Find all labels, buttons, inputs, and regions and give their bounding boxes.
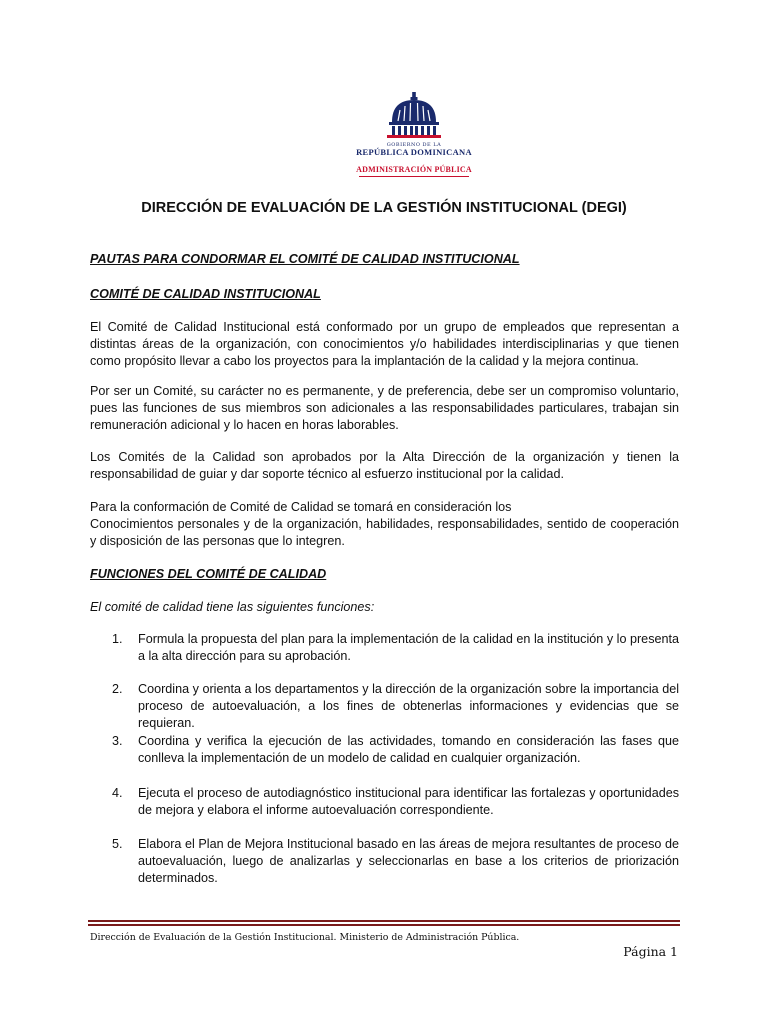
paragraph-3: Los Comités de la Calidad son aprobados por la Alta Dirección de la organización y tienen la responsabilidad de guiar y dar soporte técnico al esfuerzo institucional por la calidad. [90, 450, 679, 481]
logo-small-text: GOBIERNO DE LA [386, 142, 442, 148]
logo-subtitle: ADMINISTRACIÓN PÚBLICA [356, 165, 472, 174]
footer-text: Dirección de Evaluación de la Gestión Institucional. Ministerio de Administración Pública. [90, 932, 520, 943]
list-item-text: Elabora el Plan de Mejora Institucional basado en las áreas de mejora resultantes de proceso de autoevaluación, luego de analizarlas y seleccionarlas en base a los criterios de priorización determinados. [138, 837, 679, 885]
list-item-text: Formula la propuesta del plan para la implementación de la calidad en la institución y lo presenta a la alta dirección para su aprobación. [138, 632, 679, 663]
heading-funciones: FUNCIONES DEL COMITÉ DE CALIDAD [90, 567, 327, 581]
list-item-number: 2. [112, 682, 123, 696]
paragraph-4-line-2: Conocimientos personales y de la organización, habilidades, responsabilidades, sentido de cooperación y disposición de las personas que lo integren. [90, 517, 679, 548]
list-item [112, 836, 679, 887]
government-logo [344, 92, 484, 177]
list-item-text: Ejecuta el proceso de autodiagnóstico institucional para identificar las fortalezas y oportunidades de mejora y elabora el informe autoevaluación correspondiente. [138, 786, 679, 817]
list-item-number: 5. [112, 837, 123, 851]
functions-intro: El comité de calidad tiene las siguientes funciones: [90, 600, 375, 614]
heading-pautas: PAUTAS PARA CONDORMAR EL COMITÉ DE CALIDAD INSTITUCIONAL [90, 252, 520, 266]
footer-divider [88, 920, 680, 928]
paragraph-1: El Comité de Calidad Institucional está conformado por un grupo de empleados que representan a distintas áreas de la organización, con conocimientos y/o habilidades interdisciplinarias y que tienen como propósito llevar a cabo los proyectos para la implantación de la calidad y la mejora continua. [90, 320, 679, 368]
list-item [112, 631, 679, 665]
list-item-text: Coordina y verifica la ejecución de las actividades, tomando en consideración las fases que conlleva la implementación de un modelo de calidad en cualquier organización. [138, 734, 679, 765]
logo-name: REPÚBLICA DOMINICANA [356, 147, 472, 157]
list-item-text: Coordina y orienta a los departamentos y la dirección de la organización sobre la importancia del proceso de autoevaluación, a los fines de obtenerlas informaciones y evidencias que se requieran. [138, 682, 679, 730]
heading-comite: COMITÉ DE CALIDAD INSTITUCIONAL [90, 287, 321, 301]
palace-dome-icon [384, 92, 444, 140]
list-item-number: 3. [112, 734, 123, 748]
list-item [112, 681, 679, 732]
list-item [112, 785, 679, 819]
logo-divider [359, 176, 469, 177]
list-item-number: 4. [112, 786, 123, 800]
page-number: Página 1 [623, 944, 678, 959]
list-item [112, 733, 679, 767]
paragraph-4-line-1: Para la conformación de Comité de Calidad se tomará en consideración los [90, 500, 512, 514]
document-title: DIRECCIÓN DE EVALUACIÓN DE LA GESTIÓN INSTITUCIONAL (DEGI) [141, 200, 627, 216]
list-item-number: 1. [112, 632, 123, 646]
paragraph-2: Por ser un Comité, su carácter no es permanente, y de preferencia, debe ser un compromiso voluntario, pues las funciones de sus miembros son adicionales a las responsabilidades particulares, trabajan sin remuneración adicional y lo hacen en horas laborables. [90, 384, 679, 432]
